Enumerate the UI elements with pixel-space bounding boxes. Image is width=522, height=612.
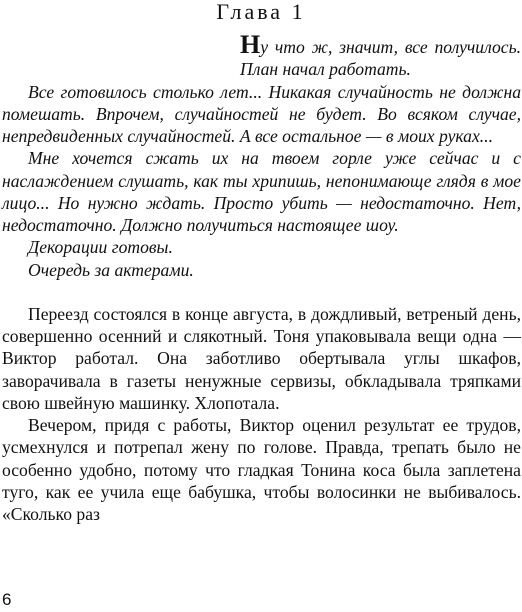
paragraph: Переезд состоялся в конце августа, в дождливый, ветреный день, совершенно осенний и слякотный. Тоня упаковывала вещи одна — Виктор работал. Она заботливо обертывала углы шкафов, заворачивала в газеты ненужные сервизы, обкладывала тряпками свою швейную машинку. Хлопотала. — [2, 303, 521, 413]
chapter-body — [2, 30, 521, 525]
page-number: 6 — [2, 590, 12, 609]
paragraph: Декорации готовы. — [28, 237, 173, 258]
paragraph-text: у что ж, значит, все получилось. План начал работать. — [240, 37, 521, 80]
paragraph-opening — [2, 30, 521, 81]
chapter-title: Глава 1 — [216, 0, 306, 24]
paragraph: Очередь за актерами. — [28, 259, 194, 280]
paragraph: Все готовилось столько лет... Никакая случайность не должна помешать. Впрочем, случайностей не будет. Во всяком случае, непредвиденных случайностей. А все остальное — в моих руках... — [2, 81, 521, 146]
drop-initial: Н — [240, 30, 261, 59]
paragraph: Вечером, придя с работы, Виктор оценил результат ее трудов, усмехнулся и потрепал жену по голове. Правда, трепать было не особенно удобно, потому что гладкая Тонина коса была заплетена туго, как ее учила еще бабушка, чтобы волосинки не выбивалось. «Сколько раз — [2, 415, 521, 524]
paragraph: Мне хочется сжать их на твоем горле уже сейчас и с наслаждением слушать, как ты хрипишь, непонимающе глядя в мое лицо... Но нужно ждать. Просто убить — недостаточно. Нет, недостаточно. Должно получиться настоящее шоу. — [2, 148, 521, 235]
